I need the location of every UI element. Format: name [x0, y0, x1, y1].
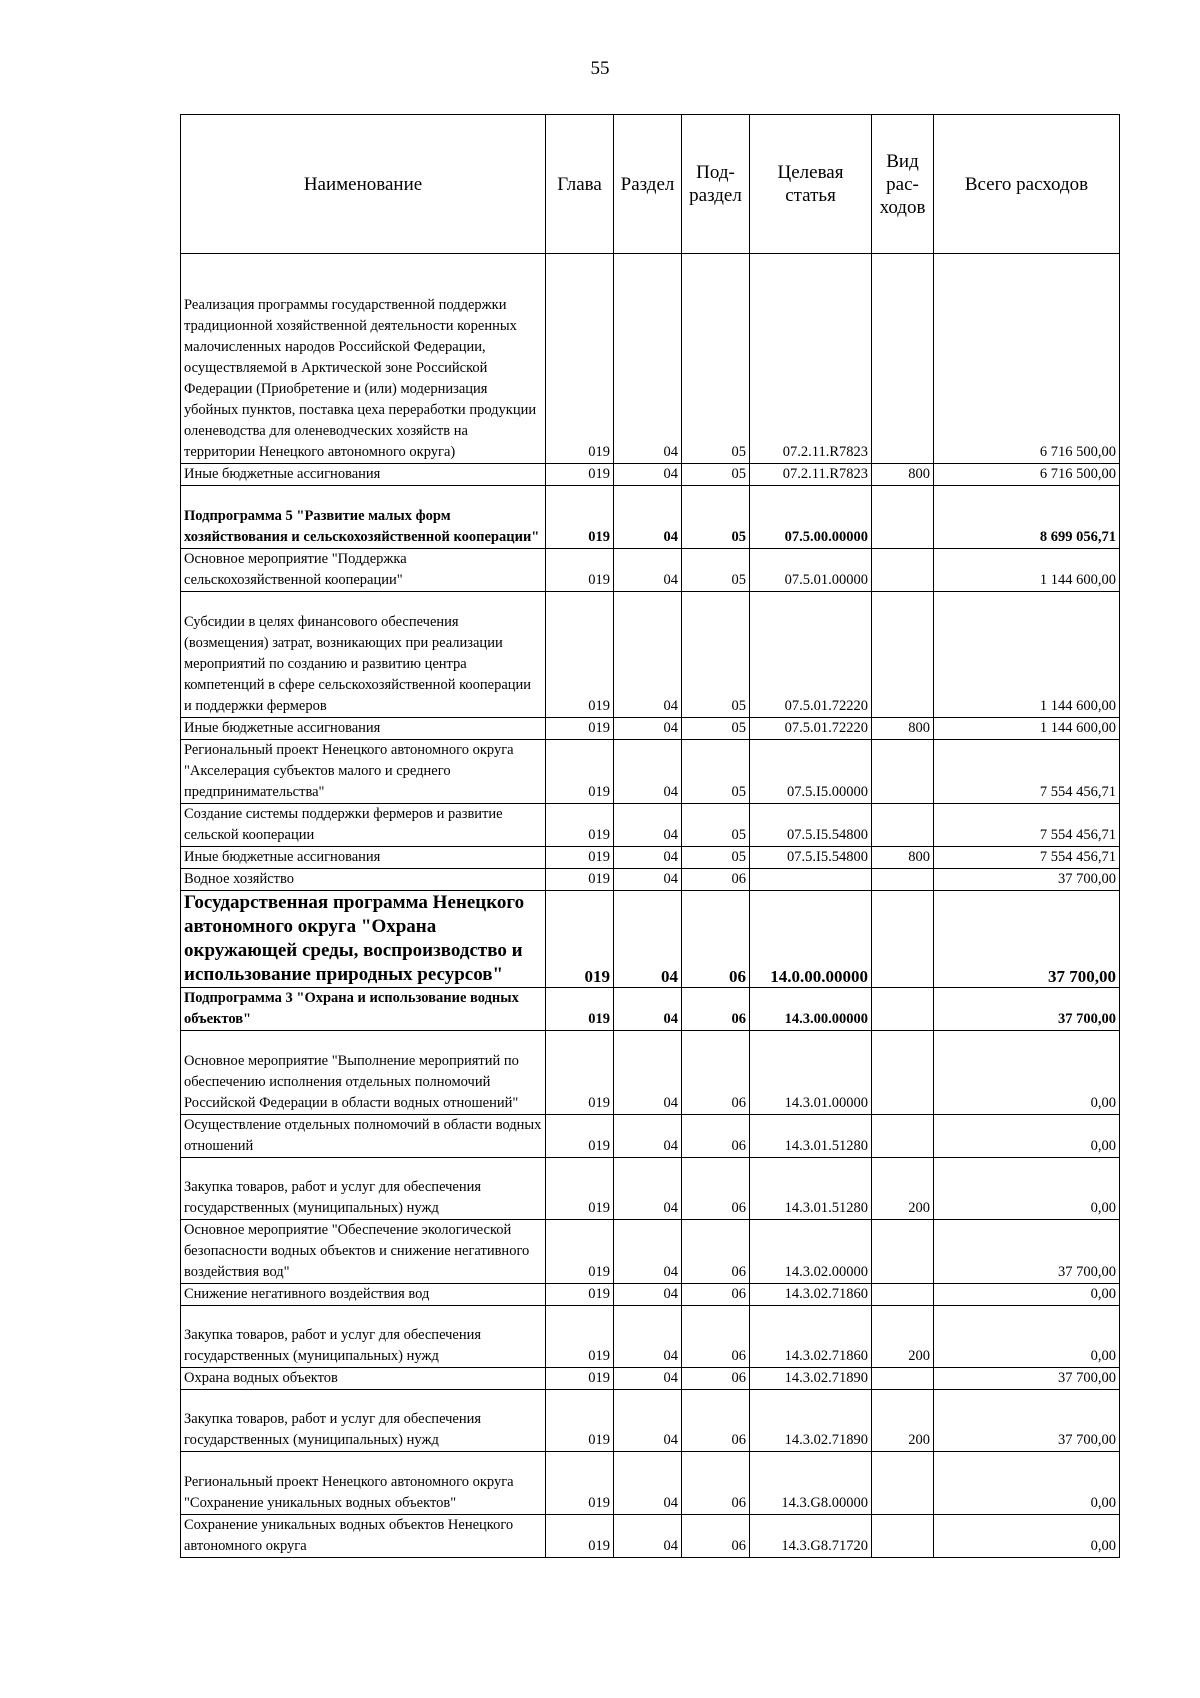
cell-celevaya: 07.5.I5.00000 — [750, 740, 872, 804]
cell-celevaya: 14.3.01.00000 — [750, 1031, 872, 1115]
cell-razdel: 04 — [614, 592, 682, 718]
header-razdel: Раздел — [614, 115, 682, 254]
cell-celevaya: 14.0.00.00000 — [750, 891, 872, 988]
table-row — [181, 1306, 1120, 1368]
cell-glava: 019 — [546, 1031, 614, 1115]
cell-podrazdel: 05 — [682, 718, 750, 740]
cell-glava: 019 — [546, 254, 614, 464]
table-row — [181, 891, 1120, 988]
cell-celevaya: 07.5.01.00000 — [750, 549, 872, 592]
cell-name: Иные бюджетные ассигнования — [181, 847, 546, 869]
table-row — [181, 254, 1120, 464]
cell-vid — [872, 1031, 934, 1115]
cell-glava: 019 — [546, 891, 614, 988]
table-row — [181, 718, 1120, 740]
cell-name: Закупка товаров, работ и услуг для обеспечения государственных (муниципальных) нужд — [181, 1158, 546, 1220]
cell-podrazdel: 06 — [682, 1452, 750, 1515]
header-row — [181, 115, 1120, 254]
cell-celevaya: 07.5.01.72220 — [750, 718, 872, 740]
cell-podrazdel: 06 — [682, 1390, 750, 1452]
cell-razdel: 04 — [614, 1220, 682, 1284]
cell-sum: 7 554 456,71 — [934, 847, 1120, 869]
cell-podrazdel: 05 — [682, 254, 750, 464]
cell-sum: 0,00 — [934, 1115, 1120, 1158]
cell-glava: 019 — [546, 718, 614, 740]
cell-vid: 200 — [872, 1158, 934, 1220]
cell-vid — [872, 549, 934, 592]
cell-razdel: 04 — [614, 847, 682, 869]
cell-glava: 019 — [546, 464, 614, 486]
cell-name: Региональный проект Ненецкого автономного округа "Акселерация субъектов малого и среднего предпринимательства" — [181, 740, 546, 804]
cell-celevaya: 14.3.01.51280 — [750, 1158, 872, 1220]
table-row — [181, 1115, 1120, 1158]
cell-razdel: 04 — [614, 1115, 682, 1158]
cell-razdel: 04 — [614, 891, 682, 988]
cell-glava: 019 — [546, 1515, 614, 1558]
cell-sum: 7 554 456,71 — [934, 740, 1120, 804]
table-row — [181, 1284, 1120, 1306]
cell-name: Реализация программы государственной поддержки традиционной хозяйственной деятельности коренных малочисленных народов Российской Федерации, осуществляемой в Арктической зоне Российской Федерации (Приобретение и (или) модернизация убойных пунктов, поставка цеха переработки продукции оленеводства для оленеводческих хозяйств на территории Ненецкого автономного округа) — [181, 254, 546, 464]
cell-glava: 019 — [546, 549, 614, 592]
cell-name: Основное мероприятие "Обеспечение экологической безопасности водных объектов и снижение негативного воздействия вод" — [181, 1220, 546, 1284]
table-row — [181, 804, 1120, 847]
header-podrazdel: Под- раздел — [682, 115, 750, 254]
table-row — [181, 1390, 1120, 1452]
cell-celevaya: 14.3.G8.71720 — [750, 1515, 872, 1558]
header-glava: Глава — [546, 115, 614, 254]
cell-name: Подпрограмма 3 "Охрана и использование водных объектов" — [181, 988, 546, 1031]
cell-razdel: 04 — [614, 549, 682, 592]
cell-podrazdel: 06 — [682, 869, 750, 891]
header-name: Наименование — [181, 115, 546, 254]
table-row — [181, 740, 1120, 804]
cell-sum: 0,00 — [934, 1284, 1120, 1306]
page-number: 55 — [590, 58, 610, 79]
cell-glava: 019 — [546, 1306, 614, 1368]
cell-name: Водное хозяйство — [181, 869, 546, 891]
cell-name: Осуществление отдельных полномочий в области водных отношений — [181, 1115, 546, 1158]
cell-glava: 019 — [546, 1368, 614, 1390]
cell-sum: 1 144 600,00 — [934, 592, 1120, 718]
cell-sum: 6 716 500,00 — [934, 254, 1120, 464]
cell-vid — [872, 592, 934, 718]
table-row — [181, 988, 1120, 1031]
cell-sum: 37 700,00 — [934, 1220, 1120, 1284]
cell-razdel: 04 — [614, 254, 682, 464]
cell-vid — [872, 740, 934, 804]
table-row — [181, 1158, 1120, 1220]
cell-name: Государственная программа Ненецкого автономного округа "Охрана окружающей среды, воспроизводство и использование природных ресурсов" — [181, 891, 546, 988]
cell-sum: 0,00 — [934, 1452, 1120, 1515]
cell-celevaya: 14.3.02.71890 — [750, 1390, 872, 1452]
cell-podrazdel: 05 — [682, 847, 750, 869]
cell-vid — [872, 1115, 934, 1158]
cell-glava: 019 — [546, 1284, 614, 1306]
cell-glava: 019 — [546, 1390, 614, 1452]
table-row — [181, 1368, 1120, 1390]
cell-podrazdel: 06 — [682, 988, 750, 1031]
cell-razdel: 04 — [614, 804, 682, 847]
cell-razdel: 04 — [614, 1515, 682, 1558]
cell-celevaya: 14.3.02.00000 — [750, 1220, 872, 1284]
cell-podrazdel: 05 — [682, 804, 750, 847]
header-vid: Вид рас- ходов — [872, 115, 934, 254]
cell-sum: 37 700,00 — [934, 891, 1120, 988]
cell-celevaya: 14.3.00.00000 — [750, 988, 872, 1031]
cell-vid — [872, 891, 934, 988]
cell-sum: 1 144 600,00 — [934, 549, 1120, 592]
cell-glava: 019 — [546, 804, 614, 847]
cell-glava: 019 — [546, 740, 614, 804]
cell-vid: 200 — [872, 1390, 934, 1452]
cell-podrazdel: 05 — [682, 592, 750, 718]
budget-table — [180, 114, 1120, 1558]
cell-celevaya: 07.2.11.R7823 — [750, 254, 872, 464]
cell-podrazdel: 06 — [682, 891, 750, 988]
cell-razdel: 04 — [614, 869, 682, 891]
table-row — [181, 1515, 1120, 1558]
cell-vid: 200 — [872, 1306, 934, 1368]
cell-name: Сохранение уникальных водных объектов Ненецкого автономного округа — [181, 1515, 546, 1558]
cell-vid — [872, 486, 934, 549]
cell-glava: 019 — [546, 869, 614, 891]
cell-sum: 37 700,00 — [934, 869, 1120, 891]
cell-vid — [872, 1368, 934, 1390]
cell-name: Охрана водных объектов — [181, 1368, 546, 1390]
cell-glava: 019 — [546, 486, 614, 549]
cell-sum: 8 699 056,71 — [934, 486, 1120, 549]
table-row — [181, 1220, 1120, 1284]
cell-sum: 37 700,00 — [934, 1368, 1120, 1390]
cell-sum: 37 700,00 — [934, 988, 1120, 1031]
cell-razdel: 04 — [614, 1368, 682, 1390]
cell-glava: 019 — [546, 1115, 614, 1158]
cell-name: Подпрограмма 5 "Развитие малых форм хозяйствования и сельскохозяйственной кооперации" — [181, 486, 546, 549]
cell-vid — [872, 804, 934, 847]
cell-podrazdel: 06 — [682, 1115, 750, 1158]
cell-vid: 800 — [872, 847, 934, 869]
cell-name: Субсидии в целях финансового обеспечения (возмещения) затрат, возникающих при реализации мероприятий по созданию и развитию центра компетенций в сфере сельскохозяйственной кооперации и поддержки фермеров — [181, 592, 546, 718]
cell-vid — [872, 869, 934, 891]
cell-glava: 019 — [546, 1158, 614, 1220]
cell-razdel: 04 — [614, 486, 682, 549]
cell-vid — [872, 1284, 934, 1306]
table-row — [181, 1452, 1120, 1515]
cell-podrazdel: 06 — [682, 1158, 750, 1220]
cell-podrazdel: 06 — [682, 1284, 750, 1306]
cell-glava: 019 — [546, 1220, 614, 1284]
cell-razdel: 04 — [614, 464, 682, 486]
cell-celevaya: 07.5.I5.54800 — [750, 804, 872, 847]
table-row — [181, 464, 1120, 486]
table-row — [181, 549, 1120, 592]
cell-podrazdel: 05 — [682, 549, 750, 592]
cell-razdel: 04 — [614, 1284, 682, 1306]
cell-podrazdel: 05 — [682, 486, 750, 549]
header-celevaya: Целевая статья — [750, 115, 872, 254]
table-row — [181, 869, 1120, 891]
cell-vid — [872, 988, 934, 1031]
cell-podrazdel: 05 — [682, 464, 750, 486]
cell-sum: 0,00 — [934, 1158, 1120, 1220]
cell-celevaya: 14.3.02.71860 — [750, 1306, 872, 1368]
cell-sum: 0,00 — [934, 1031, 1120, 1115]
table-row — [181, 1031, 1120, 1115]
cell-vid: 800 — [872, 464, 934, 486]
cell-sum: 0,00 — [934, 1515, 1120, 1558]
cell-sum: 37 700,00 — [934, 1390, 1120, 1452]
table-body — [181, 254, 1120, 1558]
cell-name: Основное мероприятие "Выполнение мероприятий по обеспечению исполнения отдельных полномочий Российской Федерации в области водных отношений" — [181, 1031, 546, 1115]
cell-celevaya: 14.3.02.71860 — [750, 1284, 872, 1306]
table-row — [181, 592, 1120, 718]
cell-podrazdel: 06 — [682, 1515, 750, 1558]
cell-name: Иные бюджетные ассигнования — [181, 718, 546, 740]
cell-podrazdel: 06 — [682, 1368, 750, 1390]
cell-glava: 019 — [546, 847, 614, 869]
cell-razdel: 04 — [614, 718, 682, 740]
cell-glava: 019 — [546, 988, 614, 1031]
cell-name: Снижение негативного воздействия вод — [181, 1284, 546, 1306]
cell-celevaya: 07.5.I5.54800 — [750, 847, 872, 869]
cell-name: Закупка товаров, работ и услуг для обеспечения государственных (муниципальных) нужд — [181, 1306, 546, 1368]
cell-podrazdel: 06 — [682, 1031, 750, 1115]
cell-sum: 0,00 — [934, 1306, 1120, 1368]
cell-celevaya — [750, 869, 872, 891]
cell-name: Региональный проект Ненецкого автономного округа "Сохранение уникальных водных объектов" — [181, 1452, 546, 1515]
cell-podrazdel: 06 — [682, 1306, 750, 1368]
cell-celevaya: 14.3.G8.00000 — [750, 1452, 872, 1515]
cell-podrazdel: 06 — [682, 1220, 750, 1284]
table-row — [181, 486, 1120, 549]
cell-sum: 7 554 456,71 — [934, 804, 1120, 847]
cell-name: Создание системы поддержки фермеров и развитие сельской кооперации — [181, 804, 546, 847]
cell-razdel: 04 — [614, 1031, 682, 1115]
cell-celevaya: 07.5.01.72220 — [750, 592, 872, 718]
cell-razdel: 04 — [614, 1390, 682, 1452]
cell-vid — [872, 1515, 934, 1558]
cell-celevaya: 14.3.01.51280 — [750, 1115, 872, 1158]
cell-glava: 019 — [546, 1452, 614, 1515]
cell-sum: 1 144 600,00 — [934, 718, 1120, 740]
cell-vid: 800 — [872, 718, 934, 740]
cell-name: Закупка товаров, работ и услуг для обеспечения государственных (муниципальных) нужд — [181, 1390, 546, 1452]
cell-vid — [872, 1220, 934, 1284]
cell-sum: 6 716 500,00 — [934, 464, 1120, 486]
cell-vid — [872, 1452, 934, 1515]
cell-razdel: 04 — [614, 1452, 682, 1515]
table-row — [181, 847, 1120, 869]
cell-podrazdel: 05 — [682, 740, 750, 804]
cell-razdel: 04 — [614, 988, 682, 1031]
cell-razdel: 04 — [614, 740, 682, 804]
cell-celevaya: 07.5.00.00000 — [750, 486, 872, 549]
cell-glava: 019 — [546, 592, 614, 718]
header-vsego: Всего расходов — [934, 115, 1120, 254]
cell-vid — [872, 254, 934, 464]
cell-name: Основное мероприятие "Поддержка сельскохозяйственной кооперации" — [181, 549, 546, 592]
cell-name: Иные бюджетные ассигнования — [181, 464, 546, 486]
cell-celevaya: 07.2.11.R7823 — [750, 464, 872, 486]
cell-celevaya: 14.3.02.71890 — [750, 1368, 872, 1390]
cell-razdel: 04 — [614, 1306, 682, 1368]
cell-razdel: 04 — [614, 1158, 682, 1220]
